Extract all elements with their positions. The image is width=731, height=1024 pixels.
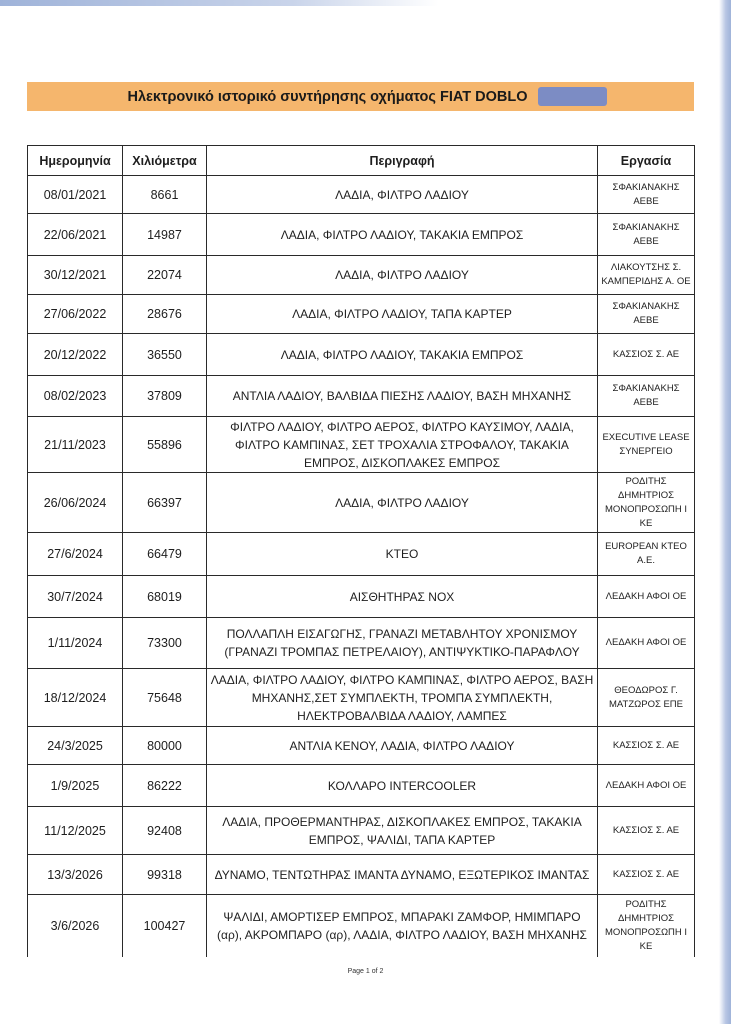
table-header-row: [28, 146, 695, 176]
cell-date: 08/01/2021: [28, 176, 123, 214]
cell-description: ΛΑΔΙΑ, ΠΡΟΘΕΡΜΑΝΤΗΡΑΣ, ΔΙΣΚΟΠΛΑΚΕΣ ΕΜΠΡΟΣ, ΤΑΚΑΚΙΑ ΕΜΠΡΟΣ, ΨΑΛΙΔΙ, ΤΑΠΑ ΚΑΡΤΕΡ: [207, 807, 598, 855]
scan-edge-top: [0, 0, 731, 6]
table-row: [28, 417, 695, 473]
cell-km: 8661: [123, 176, 207, 214]
cell-km: 80000: [123, 727, 207, 765]
table-row: [28, 256, 695, 295]
cell-km: 55896: [123, 417, 207, 473]
cell-date: 20/12/2022: [28, 334, 123, 376]
table-row: [28, 576, 695, 618]
cell-description: ΑΙΣΘΗΤΗΡΑΣ ΝΟΧ: [207, 576, 598, 618]
cell-date: 30/7/2024: [28, 576, 123, 618]
header-date: Ημερομηνία: [28, 146, 123, 176]
cell-km: 22074: [123, 256, 207, 295]
cell-km: 36550: [123, 334, 207, 376]
header-work: Εργασία: [598, 146, 695, 176]
cell-date: 24/3/2025: [28, 727, 123, 765]
cell-date: 1/9/2025: [28, 765, 123, 807]
cell-date: 27/06/2022: [28, 295, 123, 334]
cell-km: 14987: [123, 214, 207, 256]
cell-work: ΣΦΑΚΙΑΝΑΚΗΣ ΑΕΒΕ: [598, 214, 695, 256]
cell-work: ΣΦΑΚΙΑΝΑΚΗΣ ΑΕΒΕ: [598, 295, 695, 334]
cell-work: EUROPEAN ΚΤΕΟ Α.Ε.: [598, 533, 695, 576]
cell-description: ΑΝΤΛΙΑ ΛΑΔΙΟΥ, ΒΑΛΒΙΔΑ ΠΙΕΣΗΣ ΛΑΔΙΟΥ, ΒΑΣΗ ΜΗΧΑΝΗΣ: [207, 376, 598, 417]
table-row: [28, 855, 695, 895]
cell-date: 26/06/2024: [28, 473, 123, 533]
cell-date: 13/3/2026: [28, 855, 123, 895]
cell-km: 92408: [123, 807, 207, 855]
cell-description: ΛΑΔΙΑ, ΦΙΛΤΡΟ ΛΑΔΙΟΥ, ΤΑΚΑΚΙΑ ΕΜΠΡΟΣ: [207, 334, 598, 376]
table-row: [28, 473, 695, 533]
cell-work: ΣΦΑΚΙΑΝΑΚΗΣ ΑΕΒΕ: [598, 376, 695, 417]
cell-description: ΛΑΔΙΑ, ΦΙΛΤΡΟ ΛΑΔΙΟΥ, ΤΑΚΑΚΙΑ ΕΜΠΡΟΣ: [207, 214, 598, 256]
cell-km: 86222: [123, 765, 207, 807]
cell-description: ΚΟΛΛΑΡΟ INTERCOOLER: [207, 765, 598, 807]
cell-km: 28676: [123, 295, 207, 334]
cell-description: ΛΑΔΙΑ, ΦΙΛΤΡΟ ΛΑΔΙΟΥ, ΤΑΠΑ ΚΑΡΤΕΡ: [207, 295, 598, 334]
cell-work: ΚΑΣΣΙΟΣ Σ. ΑΕ: [598, 855, 695, 895]
cell-description: ΔΥΝΑΜΟ, ΤΕΝΤΩΤΗΡΑΣ ΙΜΑΝΤΑ ΔΥΝΑΜΟ, ΕΞΩΤΕΡΙΚΟΣ ΙΜΑΝΤΑΣ: [207, 855, 598, 895]
cell-work: ΛΙΑΚΟΥΤΣΗΣ Σ. ΚΑΜΠΕΡΙΔΗΣ Α. ΟΕ: [598, 256, 695, 295]
table-row: [28, 895, 695, 957]
cell-date: 27/6/2024: [28, 533, 123, 576]
header-km: Χιλιόμετρα: [123, 146, 207, 176]
cell-date: 21/11/2023: [28, 417, 123, 473]
cell-description: ΦΙΛΤΡΟ ΛΑΔΙΟΥ, ΦΙΛΤΡΟ ΑΕΡΟΣ, ΦΙΛΤΡΟ ΚΑΥΣΙΜΟΥ, ΛΑΔΙΑ, ΦΙΛΤΡΟ ΚΑΜΠΙΝΑΣ, ΣΕΤ ΤΡΟΧΑΛΙΑ ΣΤΡΟΦΑΛΟΥ, ΤΑΚΑΚΙΑ ΕΜΠΡΟΣ, ΔΙΣΚΟΠΛΑΚΕΣ ΕΜΠΡΟΣ: [207, 417, 598, 473]
page-footer: Page 1 of 2: [347, 968, 384, 975]
header-description: Περιγραφή: [207, 146, 598, 176]
cell-km: 37809: [123, 376, 207, 417]
cell-description: ΑΝΤΛΙΑ ΚΕΝΟΥ, ΛΑΔΙΑ, ΦΙΛΤΡΟ ΛΑΔΙΟΥ: [207, 727, 598, 765]
cell-date: 22/06/2021: [28, 214, 123, 256]
table-row: [28, 807, 695, 855]
cell-description: ΨΑΛΙΔΙ, ΑΜΟΡΤΙΣΕΡ ΕΜΠΡΟΣ, ΜΠΑΡΑΚΙ ΖΑΜΦΟΡ, ΗΜΙΜΠΑΡΟ (αρ), ΑΚΡΟΜΠΑΡΟ (αρ), ΛΑΔΙΑ, ΦΙΛΤΡΟ ΛΑΔΙΟΥ, ΒΑΣΗ ΜΗΧΑΝΗΣ: [207, 895, 598, 957]
table-row: [28, 334, 695, 376]
cell-description: ΛΑΔΙΑ, ΦΙΛΤΡΟ ΛΑΔΙΟΥ: [207, 256, 598, 295]
cell-work: ΛΕΔΑΚΗ ΑΦΟΙ ΟΕ: [598, 618, 695, 669]
document-title: Ηλεκτρονικό ιστορικό συντήρησης οχήματος FIAT DOBLO: [127, 88, 528, 105]
cell-date: 3/6/2026: [28, 895, 123, 957]
cell-km: 66479: [123, 533, 207, 576]
table-row: [28, 669, 695, 727]
cell-work: ΚΑΣΣΙΟΣ Σ. ΑΕ: [598, 807, 695, 855]
cell-description: ΛΑΔΙΑ, ΦΙΛΤΡΟ ΛΑΔΙΟΥ: [207, 473, 598, 533]
cell-work: ΛΕΔΑΚΗ ΑΦΟΙ ΟΕ: [598, 576, 695, 618]
cell-work: EXECUTIVE LEASE ΣΥΝΕΡΓΕΙΟ: [598, 417, 695, 473]
cell-date: 11/12/2025: [28, 807, 123, 855]
cell-work: ΘΕΟΔΩΡΟΣ Γ. ΜΑΤΖΩΡΟΣ ΕΠΕ: [598, 669, 695, 727]
cell-date: 1/11/2024: [28, 618, 123, 669]
cell-work: ΣΦΑΚΙΑΝΑΚΗΣ ΑΕΒΕ: [598, 176, 695, 214]
cell-km: 68019: [123, 576, 207, 618]
cell-work: ΡΟΔΙΤΗΣ ΔΗΜΗΤΡΙΟΣ ΜΟΝΟΠΡΟΣΩΠΗ Ι ΚΕ: [598, 895, 695, 957]
cell-work: ΚΑΣΣΙΟΣ Σ. ΑΕ: [598, 727, 695, 765]
cell-km: 99318: [123, 855, 207, 895]
table-row: [28, 618, 695, 669]
cell-description: ΚΤΕΟ: [207, 533, 598, 576]
scan-edge-right: [719, 0, 731, 1024]
cell-km: 66397: [123, 473, 207, 533]
cell-km: 73300: [123, 618, 207, 669]
table-row: [28, 295, 695, 334]
cell-date: 18/12/2024: [28, 669, 123, 727]
redacted-plate: [538, 87, 607, 106]
cell-km: 100427: [123, 895, 207, 957]
table-row: [28, 765, 695, 807]
table-row: [28, 727, 695, 765]
table-row: [28, 176, 695, 214]
table-row: [28, 533, 695, 576]
cell-work: ΛΕΔΑΚΗ ΑΦΟΙ ΟΕ: [598, 765, 695, 807]
cell-work: ΡΟΔΙΤΗΣ ΔΗΜΗΤΡΙΟΣ ΜΟΝΟΠΡΟΣΩΠΗ Ι ΚΕ: [598, 473, 695, 533]
maintenance-table: [27, 145, 695, 957]
cell-description: ΛΑΔΙΑ, ΦΙΛΤΡΟ ΛΑΔΙΟΥ, ΦΙΛΤΡΟ ΚΑΜΠΙΝΑΣ, ΦΙΛΤΡΟ ΑΕΡΟΣ, ΒΑΣΗ ΜΗΧΑΝΗΣ,ΣΕΤ ΣΥΜΠΛΕΚΤΗ, ΤΡΟΜΠΑ ΣΥΜΠΛΕΚΤΗ, ΗΛΕΚΤΡΟΒΑΛΒΙΔΑ ΛΑΔΙΟΥ, ΛΑΜΠΕΣ: [207, 669, 598, 727]
cell-description: ΠΟΛΛΑΠΛΗ ΕΙΣΑΓΩΓΗΣ, ΓΡΑΝΑΖΙ ΜΕΤΑΒΛΗΤΟΥ ΧΡΟΝΙΣΜΟΥ (ΓΡΑΝΑΖΙ ΤΡΟΜΠΑΣ ΠΕΤΡΕΛΑΙΟΥ), ΑΝΤΙΨΥΚΤΙΚΟ-ΠΑΡΑΦΛΟΥ: [207, 618, 598, 669]
cell-km: 75648: [123, 669, 207, 727]
cell-description: ΛΑΔΙΑ, ΦΙΛΤΡΟ ΛΑΔΙΟΥ: [207, 176, 598, 214]
cell-work: ΚΑΣΣΙΟΣ Σ. ΑΕ: [598, 334, 695, 376]
table-row: [28, 214, 695, 256]
table-row: [28, 376, 695, 417]
cell-date: 30/12/2021: [28, 256, 123, 295]
cell-date: 08/02/2023: [28, 376, 123, 417]
